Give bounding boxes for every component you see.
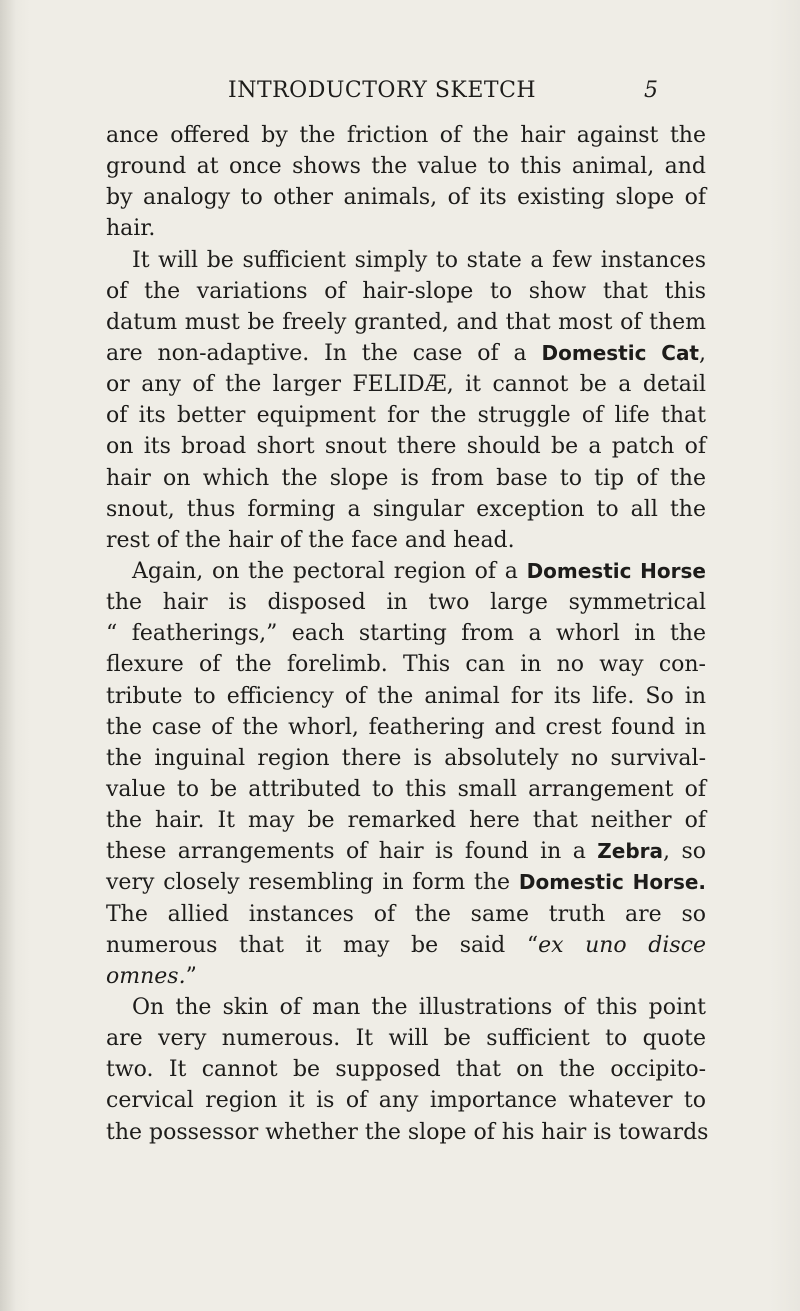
page-gutter-shadow: [0, 0, 16, 1311]
text-line: cervical region it is of any importance whatever to: [106, 1088, 706, 1114]
text-line: rest of the hair of the face and head.: [106, 527, 515, 553]
latin-phrase-end: omnes.: [106, 963, 186, 989]
text-line: are very numerous. It will be sufficient to quote: [106, 1026, 706, 1052]
text-line: the hair is disposed in two large symmetrical: [106, 590, 706, 616]
text-line: snout, thus forming a singular exception to all the: [106, 496, 706, 522]
text-line: datum must be freely granted, and that most of them: [106, 309, 706, 335]
text-line: hair.: [106, 216, 156, 242]
text-line: tribute to efficiency of the animal for its life. So in: [106, 683, 706, 709]
page-number: 5: [644, 78, 658, 103]
text-line: the case of the whorl, feathering and crest found in: [106, 714, 706, 740]
body-text: [106, 120, 709, 1148]
text-line: hair on which the slope is from base to tip of the: [106, 465, 706, 491]
text-line: omnes.”: [106, 963, 197, 989]
species-domestic-horse: Domestic Horse.: [518, 870, 707, 895]
text-line: ground at once shows the value to this animal, and: [106, 154, 706, 180]
text-line: on its broad short snout there should be a patch of: [106, 434, 706, 460]
text-line: “ featherings,” each starting from a whorl in the: [106, 621, 706, 647]
text-line: flexure of the forelimb. This can in no way con-: [106, 652, 706, 678]
species-domestic-horse: Domestic Horse: [526, 558, 706, 583]
text-line: two. It cannot be supposed that on the occipito-: [106, 1057, 706, 1083]
text-line: by analogy to other animals, of its existing slope of: [106, 185, 706, 211]
text-line: The allied instances of the same truth are so: [106, 901, 706, 927]
species-zebra: Zebra: [597, 839, 664, 864]
text-line: Again, on the pectoral region of a Domestic Horse: [132, 558, 706, 584]
text-line: very closely resembling in form the Domestic Horse.: [106, 870, 707, 896]
text-line: are non-adaptive. In the case of a Domestic Cat,: [106, 340, 706, 366]
text-line: the possessor whether the slope of his hair is towards: [106, 1119, 709, 1145]
species-domestic-cat: Domestic Cat: [541, 340, 699, 365]
text-line: On the skin of man the illustrations of this point: [132, 994, 706, 1020]
text-line: of the variations of hair-slope to show that this: [106, 278, 706, 304]
text-line: It will be sufficient simply to state a few instances: [132, 247, 706, 273]
text-line: ance offered by the friction of the hair against the: [106, 123, 706, 148]
text-line: value to be attributed to this small arrangement of: [106, 776, 706, 802]
text-line: numerous that it may be said “ex uno disce: [106, 932, 706, 958]
text-line: these arrangements of hair is found in a Zebra, so: [106, 839, 707, 865]
text-line: the hair. It may be remarked here that neither of: [106, 808, 706, 834]
running-title: INTRODUCTORY SKETCH: [228, 78, 537, 103]
running-header: [0, 78, 800, 108]
text-line: or any of the larger FELIDÆ, it cannot be a detail: [106, 372, 706, 398]
latin-phrase: ex uno disce: [538, 932, 706, 958]
text-line: the inguinal region there is absolutely no survival-: [106, 745, 706, 771]
text-line: of its better equipment for the struggle of life that: [106, 403, 706, 429]
